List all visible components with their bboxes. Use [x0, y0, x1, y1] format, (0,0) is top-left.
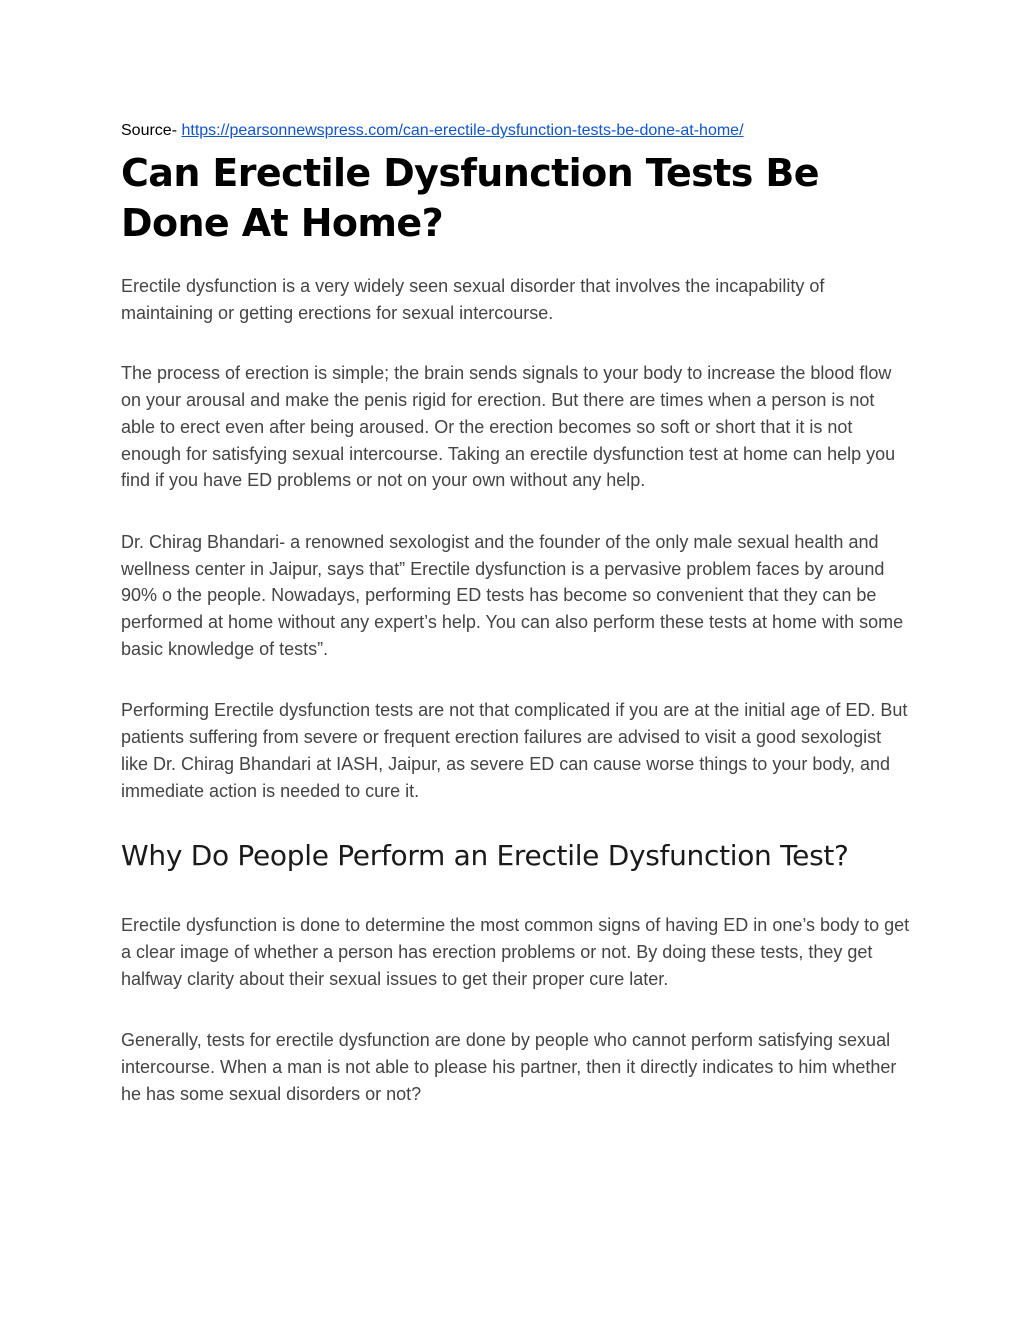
- paragraph-quote: Dr. Chirag Bhandari- a renowned sexologist and the founder of the only male sexual health and wellness center in Jaipur, says that” Erectile dysfunction is a pervasive problem faces by around 90% o the people. Nowadays, performing ED tests has become so convenient that they can be performed at home without any expert’s help. You can also perform these tests at home with some basic knowledge of tests”.: [121, 531, 904, 659]
- paragraph-intro: Erectile dysfunction is a very widely seen sexual disorder that involves the incapability of maintaining or getting erections for sexual intercourse.: [121, 276, 825, 323]
- source-line: [121, 120, 911, 142]
- source-label: Source-: [121, 122, 182, 139]
- paragraph-why: Erectile dysfunction is done to determine the most common signs of having ED in one’s body to get a clear image of whether a person has erection problems or not. By doing these tests, they get halfway clarity about their sexual issues to get their proper cure later.: [121, 915, 910, 989]
- source-link[interactable]: https://pearsonnewspress.com/can-erectile-dysfunction-tests-be-done-at-home/: [181, 122, 744, 139]
- paragraph-advice: Performing Erectile dysfunction tests are not that complicated if you are at the initial age of ED. But patients suffering from severe or frequent erection failures are advised to visit a good sexologist like Dr. Chirag Bhandari at IASH, Jaipur, as severe ED can cause worse things to your body, and immediate action is needed to cure it.: [121, 700, 908, 801]
- paragraph-who: Generally, tests for erectile dysfunction are done by people who cannot perform satisfying sexual intercourse. When a man is not able to please his partner, then it directly indicates to him whether he has some sexual disorders or not?: [121, 1030, 897, 1104]
- document-page: [121, 120, 911, 1107]
- paragraph-process: The process of erection is simple; the brain sends signals to your body to increase the blood flow on your arousal and make the penis rigid for erection. But there are times when a person is not able to erect even after being aroused. Or the erection becomes so soft or short that it is not enough for satisfying sexual intercourse. Taking an erectile dysfunction test at home can help you find if you have ED problems or not on your own without any help.: [121, 363, 896, 491]
- section-heading: Why Do People Perform an Erectile Dysfunction Test?: [121, 839, 849, 873]
- article-title: Can Erectile Dysfunction Tests Be Done At Home?: [121, 151, 819, 245]
